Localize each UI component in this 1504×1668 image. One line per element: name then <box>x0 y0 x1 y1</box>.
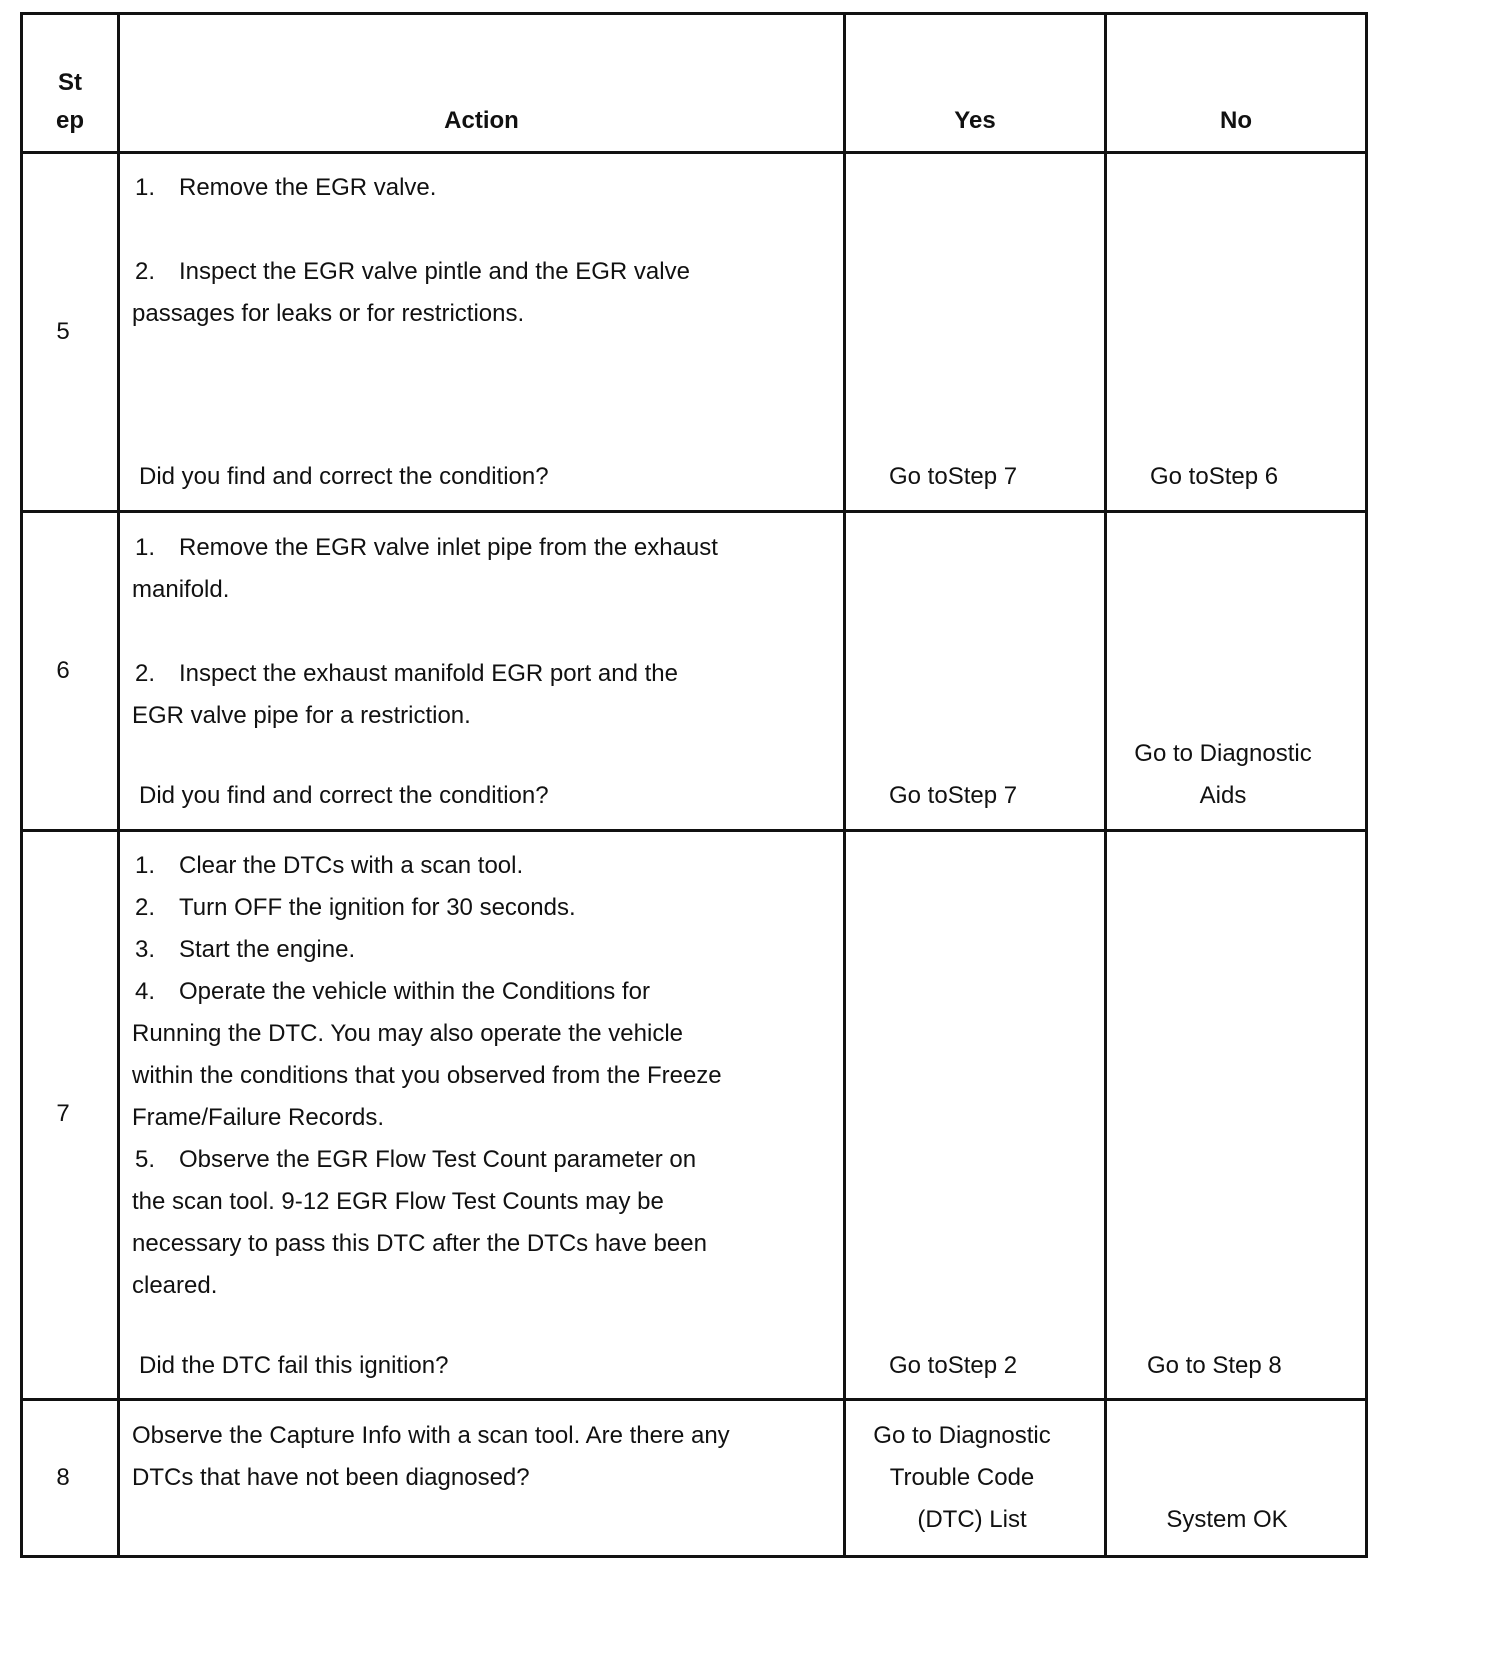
diagnostic-table <box>20 12 1368 1558</box>
header-yes: Yes <box>954 107 996 134</box>
yes-result-line2: Trouble Code <box>889 1464 1035 1491</box>
action-item: 1. Remove the EGR valve. <box>135 174 437 201</box>
column-divider-action <box>843 15 846 1555</box>
row-divider-6 <box>23 829 1365 832</box>
action-item-continued: within the conditions that you observed from the Freeze <box>132 1062 722 1089</box>
action-item-continued: Running the DTC. You may also operate the vehicle <box>132 1020 684 1047</box>
action-item-continued: Frame/Failure Records. <box>132 1104 385 1131</box>
action-item: 4. Operate the vehicle within the Conditions for <box>135 978 650 1005</box>
action-item-continued: manifold. <box>132 576 230 603</box>
action-item-continued: EGR valve pipe for a restriction. <box>132 702 471 729</box>
step-number: 6 <box>56 657 70 684</box>
header-step-line1: St <box>58 69 82 96</box>
action-item: 2. Turn OFF the ignition for 30 seconds. <box>135 894 576 921</box>
yes-result-line1: Go to Diagnostic <box>873 1422 1051 1449</box>
row-divider-5 <box>23 510 1365 513</box>
no-result: Go to Step 8 <box>1147 1352 1282 1379</box>
action-text: Observe the Capture Info with a scan tool. Are there any <box>132 1422 730 1449</box>
no-result: Go toStep 6 <box>1150 463 1279 490</box>
action-item: 2. Inspect the exhaust manifold EGR port and the <box>135 660 678 687</box>
step-number: 8 <box>56 1464 70 1491</box>
row-divider-7 <box>23 1398 1365 1401</box>
action-item: 1. Remove the EGR valve inlet pipe from the exhaust <box>135 534 718 561</box>
no-result-line2: Aids <box>1199 782 1247 809</box>
header-step-line2: ep <box>55 107 84 134</box>
no-result-line1: Go to Diagnostic <box>1134 740 1312 767</box>
action-item: 5. Observe the EGR Flow Test Count parameter on <box>135 1146 697 1173</box>
header-no: No <box>1220 107 1252 134</box>
yes-result: Go toStep 7 <box>889 463 1018 490</box>
no-result: System OK <box>1166 1506 1288 1533</box>
action-item-continued: passages for leaks or for restrictions. <box>132 300 525 327</box>
action-question: Did the DTC fail this ignition? <box>139 1352 449 1379</box>
step-number: 5 <box>56 318 70 345</box>
action-question: Did you find and correct the condition? <box>139 463 549 490</box>
row-divider-header <box>23 151 1365 154</box>
action-item: 2. Inspect the EGR valve pintle and the EGR valve <box>135 258 690 285</box>
yes-result: Go toStep 7 <box>889 782 1018 809</box>
yes-result-line3: (DTC) List <box>917 1506 1027 1533</box>
yes-result: Go toStep 2 <box>889 1352 1018 1379</box>
step-number: 7 <box>56 1100 70 1127</box>
action-item-continued: the scan tool. 9-12 EGR Flow Test Counts may be <box>132 1188 664 1215</box>
action-text: DTCs that have not been diagnosed? <box>132 1464 530 1491</box>
action-question: Did you find and correct the condition? <box>139 782 549 809</box>
action-item-continued: cleared. <box>132 1272 218 1299</box>
action-item-continued: necessary to pass this DTC after the DTCs have been <box>132 1230 707 1257</box>
action-item: 1. Clear the DTCs with a scan tool. <box>135 852 524 879</box>
column-divider-step <box>117 15 120 1555</box>
action-item: 3. Start the engine. <box>135 936 356 963</box>
header-action: Action <box>444 107 519 134</box>
